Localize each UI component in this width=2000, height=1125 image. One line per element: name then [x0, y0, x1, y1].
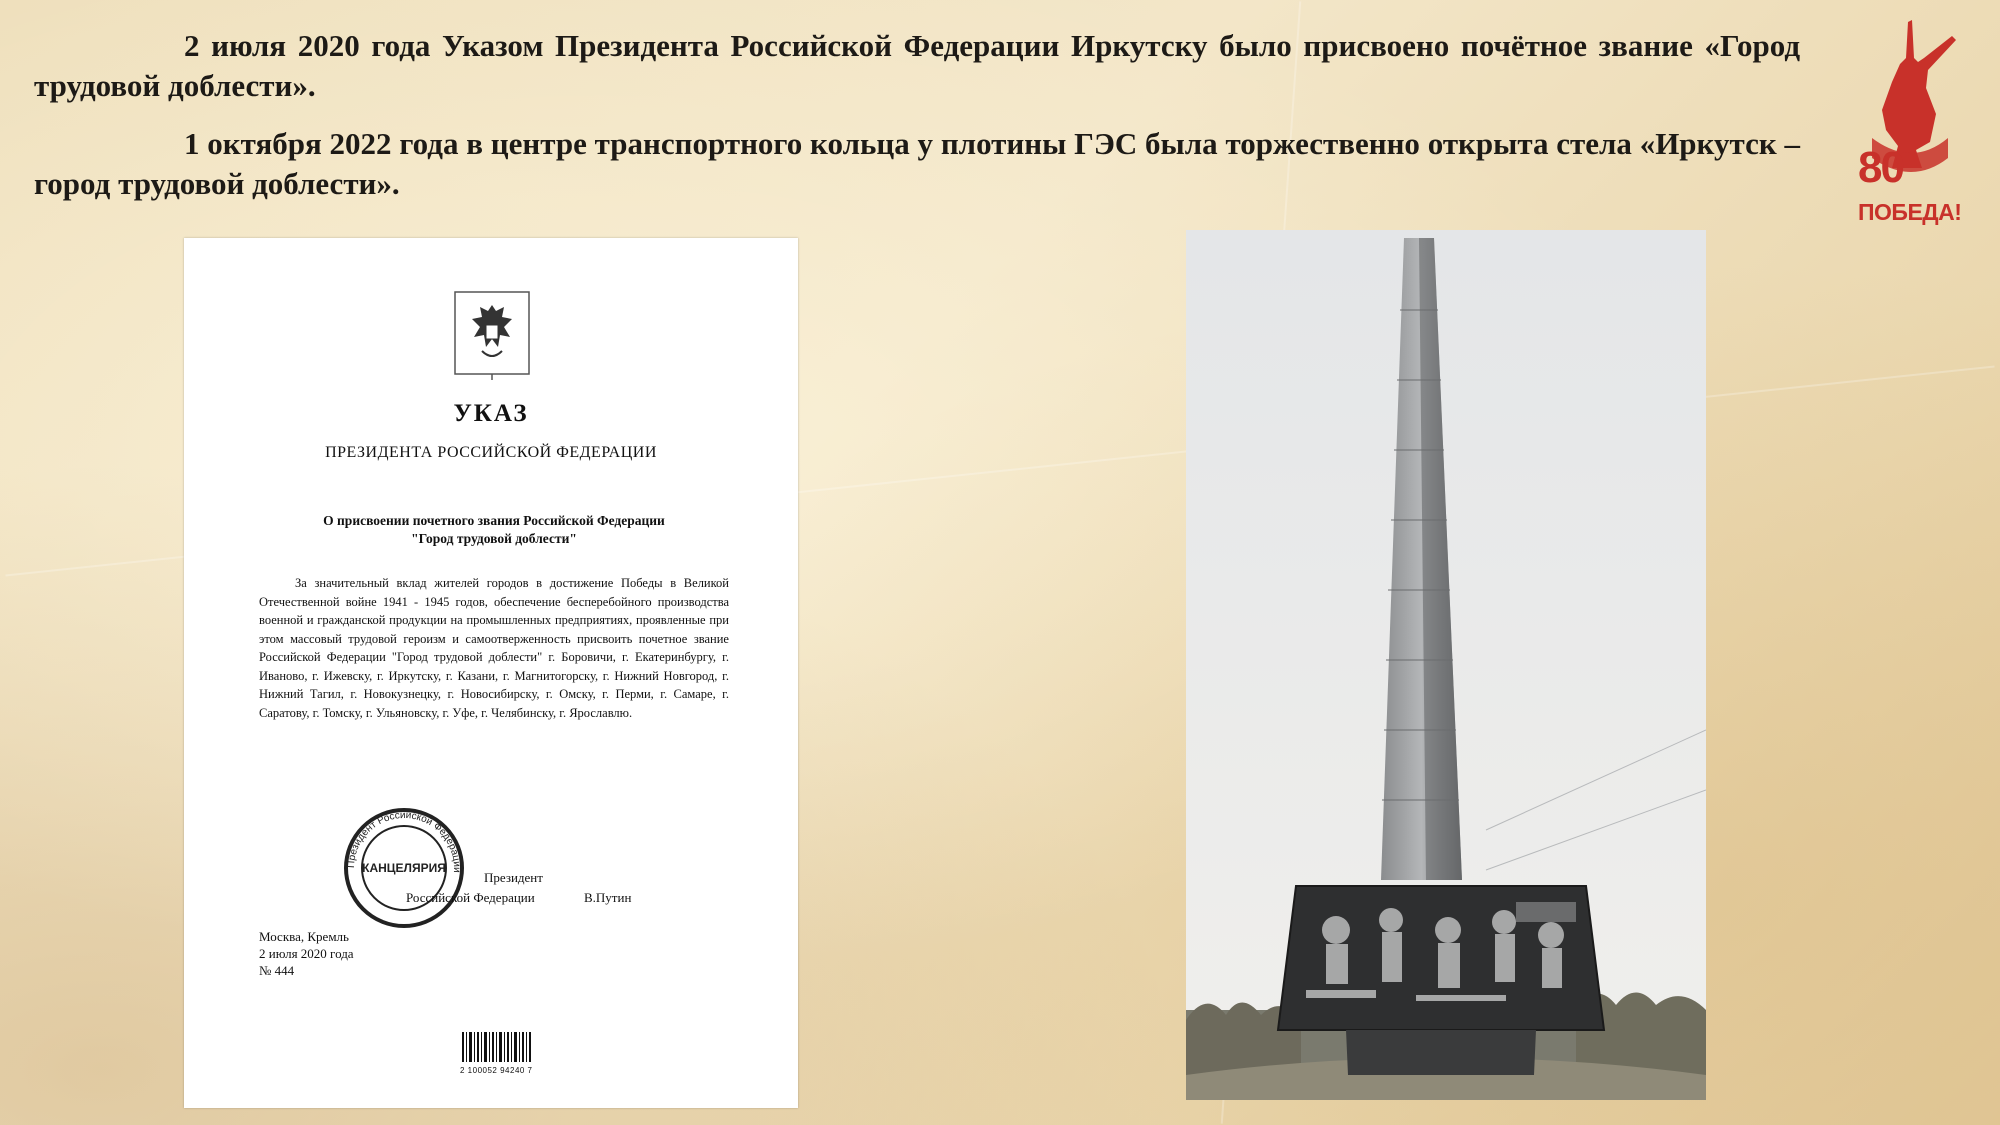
decree-title: УКАЗ [453, 400, 529, 427]
logo-number: 80 [1858, 143, 1903, 192]
decree-heading [244, 512, 744, 548]
signature-role2: Российской Федерации [406, 890, 535, 905]
stele-illustration [1186, 230, 1706, 1100]
decree-body: За значительный вклад жителей городов в достижение Победы в Великой Отечественной войне 1941 - 1945 годов, обеспечение бесперебойного производства военной и гражданской продукции на промышленных предприятиях, проявленные при этом массовый трудовой героизм и самоотверженность присвоить почетное звание Российской Федерации "Город трудовой доблести" г. Боровичи, г. Екатеринбургу, г. Иваново, г. Ижевску, г. Иркутску, г. Казани, г. Магнитогорску, г. Нижний Новгород, г. Нижний Тагил, г. Новокузнецку, г. Новосибирску, г. Омску, г. Перми, г. Самаре, г. Саратову, г. Томску, г. Ульяновску, г. Уфе, г. Челябинску, г. Ярославлю. [259, 576, 729, 720]
logo-word: ПОБЕДА! [1858, 199, 1962, 225]
stamp-seal [342, 806, 466, 930]
decree-heading-line2: "Город трудовой доблести" [411, 531, 577, 546]
decree-number: № 444 [259, 963, 295, 978]
paragraph-decree: 2 июля 2020 года Указом Президента Российской Федерации Иркутску было присвоено почётное звание «Город трудовой доблести». [34, 28, 1800, 103]
decree-heading-line1: О присвоении почетного звания Российской Федерации [323, 513, 665, 528]
decree-subtitle: ПРЕЗИДЕНТА РОССИЙСКОЙ ФЕДЕРАЦИИ [325, 444, 657, 461]
decree-place-date [259, 928, 354, 979]
paragraph-stele: 1 октября 2022 года в центре транспортного кольца у плотины ГЭС была торжественно открыта стела «Иркутск – город трудовой доблести». [34, 126, 1800, 201]
decree-place: Москва, Кремль [259, 929, 349, 944]
stamp-text: КАНЦЕЛЯРИЯ [362, 861, 446, 875]
decree-date: 2 июля 2020 года [259, 946, 354, 961]
signature-role1: Президент [484, 870, 543, 885]
signature-name: В.Путин [584, 890, 632, 905]
stamp-ring-text: Президент Российской Федерации [345, 809, 463, 873]
decree-document [184, 238, 798, 1108]
barcode [462, 1030, 532, 1064]
coat-of-arms-icon [454, 291, 530, 381]
barcode-number: 2 100052 94240 7 [460, 1066, 533, 1075]
stele-photo [1186, 230, 1706, 1100]
